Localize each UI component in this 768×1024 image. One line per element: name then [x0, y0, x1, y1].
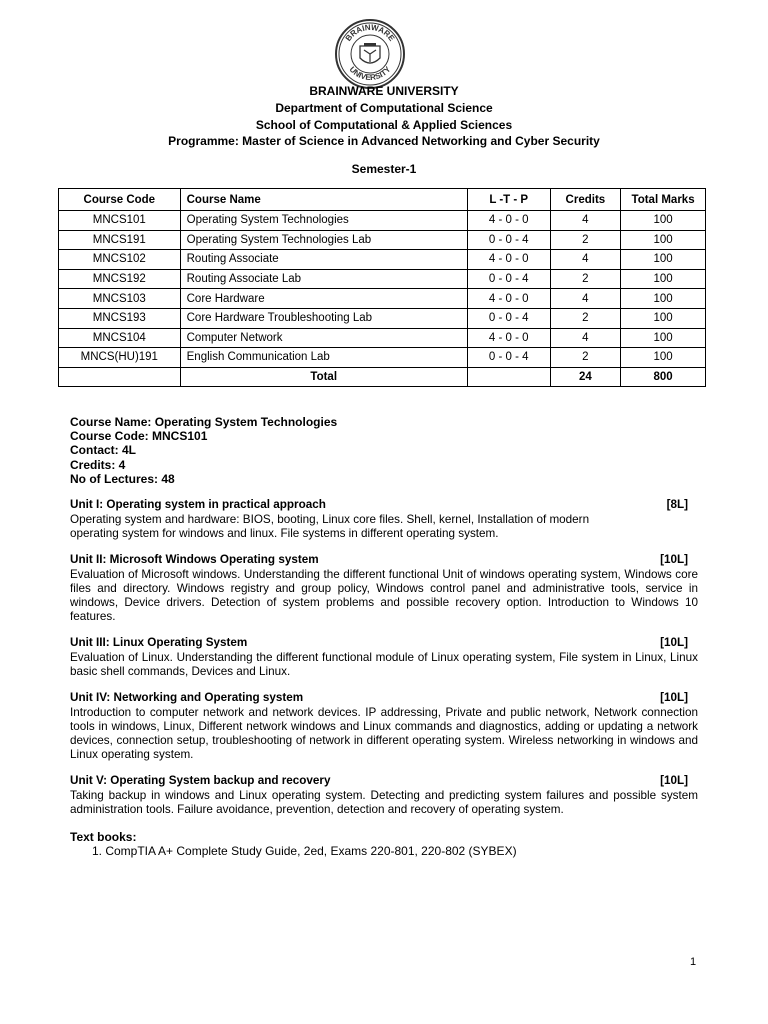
course-code: MNCS193	[59, 308, 181, 328]
course-code-line: Course Code: MNCS101	[70, 429, 208, 444]
course-ltp: 0 - 0 - 4	[467, 308, 550, 328]
unit-5	[70, 774, 698, 817]
course-name: Operating System Technologies Lab	[180, 230, 467, 250]
course-marks: 100	[621, 289, 706, 309]
unit-title: Unit IV: Networking and Operating system	[70, 691, 304, 704]
lectures-line: No of Lectures: 48	[70, 471, 175, 486]
unit-4	[70, 691, 698, 762]
unit-body: Evaluation of Linux. Understanding the different functional module of Linux operating system, File system in Linux, Linux basic shell commands, Devices and Linux.	[70, 650, 698, 678]
table-row	[59, 269, 706, 289]
course-ltp: 4 - 0 - 0	[467, 250, 550, 270]
course-credits: 2	[550, 269, 621, 289]
table-header-row	[59, 189, 706, 211]
course-name: Routing Associate Lab	[180, 269, 467, 289]
course-code: MNCS101	[59, 211, 181, 231]
course-ltp: 0 - 0 - 4	[467, 348, 550, 368]
credits-line: Credits: 4	[70, 457, 126, 472]
course-name: Routing Associate	[180, 250, 467, 270]
course-name-line: Course Name: Operating System Technologies	[70, 415, 338, 429]
course-credits: 4	[550, 289, 621, 309]
textbooks-section	[70, 830, 517, 858]
unit-1	[70, 498, 698, 541]
course-code: MNCS191	[59, 230, 181, 250]
table-row	[59, 308, 706, 328]
unit-hours: [10L]	[660, 636, 688, 649]
unit-2	[70, 553, 698, 624]
course-credits: 4	[550, 250, 621, 270]
table-row	[59, 250, 706, 270]
course-code: MNCS103	[59, 289, 181, 309]
course-credits: 4	[550, 211, 621, 231]
course-credits: 4	[550, 328, 621, 348]
unit-title: Unit II: Microsoft Windows Operating system	[70, 553, 319, 566]
course-marks: 100	[621, 269, 706, 289]
contact-line: Contact: 4L	[70, 443, 136, 458]
table-row	[59, 211, 706, 231]
textbooks-heading: Text books:	[70, 830, 137, 844]
table-total-row	[59, 367, 706, 387]
table-row	[59, 328, 706, 348]
course-name: Operating System Technologies	[180, 211, 467, 231]
university-logo	[334, 18, 406, 90]
course-credits: 2	[550, 348, 621, 368]
course-marks: 100	[621, 211, 706, 231]
col-ltp: L -T - P	[467, 189, 550, 211]
programme-name: Programme: Master of Science in Advanced Networking and Cyber Security	[168, 134, 600, 148]
course-marks: 100	[621, 308, 706, 328]
unit-body: Evaluation of Microsoft windows. Understanding the different functional Unit of windows operating system, Windows core files and directory. Windows registry and group policy, Windows control panel and administrative tools, service in windows, Device drivers. Detection of system problems and possible recovery option. Introduction to Windows 10 features.	[70, 567, 698, 623]
course-name: Core Hardware	[180, 289, 467, 309]
total-credits: 24	[550, 367, 621, 387]
unit-title: Unit III: Linux Operating System	[70, 636, 248, 649]
total-label: Total	[180, 367, 467, 387]
school-name: School of Computational & Applied Sciences	[255, 118, 513, 132]
course-ltp: 4 - 0 - 0	[467, 328, 550, 348]
course-ltp: 0 - 0 - 4	[467, 269, 550, 289]
course-code: MNCS(HU)191	[59, 348, 181, 368]
unit-hours: [10L]	[660, 774, 688, 787]
course-ltp: 4 - 0 - 0	[467, 289, 550, 309]
svg-text:BRAINWARE: BRAINWARE	[343, 22, 397, 43]
course-credits: 2	[550, 308, 621, 328]
textbook-item: 1. CompTIA A+ Complete Study Guide, 2ed, Exams 220-801, 220-802 (SYBEX)	[92, 844, 517, 858]
course-code: MNCS104	[59, 328, 181, 348]
course-ltp: 0 - 0 - 4	[467, 230, 550, 250]
unit-title: Unit V: Operating System backup and recovery	[70, 774, 331, 787]
unit-hours: [10L]	[660, 691, 688, 704]
course-name: Core Hardware Troubleshooting Lab	[180, 308, 467, 328]
page-number: 1	[690, 956, 697, 968]
total-empty-cell	[59, 367, 181, 387]
course-code: MNCS192	[59, 269, 181, 289]
col-total-marks: Total Marks	[621, 189, 706, 211]
course-ltp: 4 - 0 - 0	[467, 211, 550, 231]
table-row	[59, 230, 706, 250]
unit-title: Unit I: Operating system in practical approach	[70, 498, 326, 511]
department-name: Department of Computational Science	[275, 101, 493, 115]
unit-body: Taking backup in windows and Linux operating system. Detecting and predicting system failures and possible system administration tools. Failure avoidance, prevention, detection and recovery of operating system.	[70, 788, 698, 816]
course-marks: 100	[621, 230, 706, 250]
col-credits: Credits	[550, 189, 621, 211]
semester-label: Semester-1	[351, 162, 417, 176]
course-name: Computer Network	[180, 328, 467, 348]
col-course-code: Course Code	[59, 189, 181, 211]
course-name: English Communication Lab	[180, 348, 467, 368]
course-credits: 2	[550, 230, 621, 250]
course-marks: 100	[621, 348, 706, 368]
unit-hours: [10L]	[660, 553, 688, 566]
svg-text:UNIVERSITY: UNIVERSITY	[347, 64, 393, 83]
unit-3	[70, 636, 698, 679]
course-marks: 100	[621, 328, 706, 348]
table-row	[59, 289, 706, 309]
course-table	[58, 188, 706, 387]
course-code: MNCS102	[59, 250, 181, 270]
university-name: BRAINWARE UNIVERSITY	[309, 84, 459, 98]
unit-body: Introduction to computer network and network devices. IP addressing, Private and public network, Network connection tools in windows, Linux, Different network windows and Linux commands and diagnostics, adding or updating a network devices, connection setup, troubleshooting of network in different operating system. Wireless networking in windows and Linux operating system.	[70, 705, 698, 761]
total-marks: 800	[621, 367, 706, 387]
table-row	[59, 348, 706, 368]
total-ltp-empty	[467, 367, 550, 387]
unit-hours: [8L]	[666, 498, 688, 511]
col-course-name: Course Name	[180, 189, 467, 211]
unit-body: Operating system and hardware: BIOS, booting, Linux core files. Shell, kernel, Installation of modern operating system for windows and linux. File systems in different operating system.	[70, 512, 590, 540]
course-info	[70, 415, 337, 486]
course-marks: 100	[621, 250, 706, 270]
